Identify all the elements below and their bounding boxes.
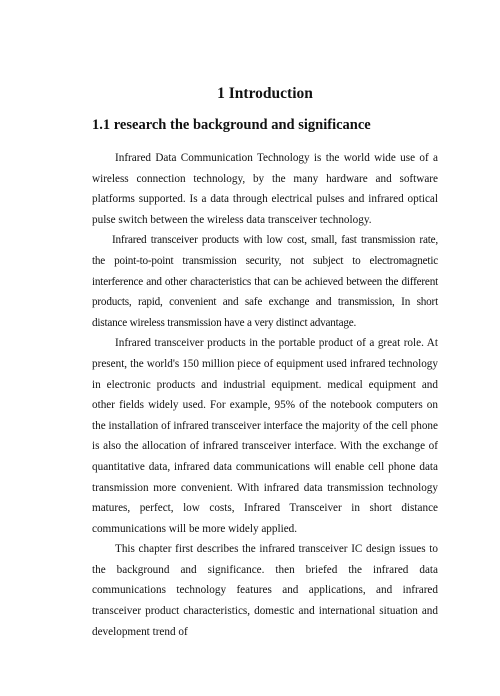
chapter-title: 1 Introduction <box>217 85 313 102</box>
paragraph-3: Infrared transceiver products in the portable product of a great role. At present, the world's 150 million piece of equipment used infrared technology in electronic products and industrial equipment. medical equipment and other fields widely used. For example, 95% of the notebook computers on the installation of infrared transceiver interface the majority of the cell phone is also the allocation of infrared transceiver interface. With the exchange of quantitative data, infrared data communications will enable cell phone data transmission more convenient. With infrared data transmission technology matures, perfect, low costs, Infrared Transceiver in short distance communications will be more widely applied. <box>92 337 438 535</box>
paragraph-4: This chapter first describes the infrared transceiver IC design issues to the background and significance. then briefed the infrared data communications technology features and applications, and infrared transceiver product characteristics, domestic and international situation and development trend of <box>92 543 438 638</box>
section-title: 1.1 research the background and significance <box>92 117 371 133</box>
paragraph-2: Infrared transceiver products with low cost, small, fast transmission rate, the point-to-point transmission security, not subject to electromagnetic interference and other characteristics that can be achieved between the different products, rapid, convenient and safe exchange and transmission, In short distance wireless transmission have a very distinct advantage. <box>92 234 438 329</box>
paragraph-1: Infrared Data Communication Technology is the world wide use of a wireless connection technology, by the many hardware and software platforms supported. Is a data through electrical pulses and infrared optical pulse switch between the wireless data transceiver technology. <box>92 152 438 226</box>
